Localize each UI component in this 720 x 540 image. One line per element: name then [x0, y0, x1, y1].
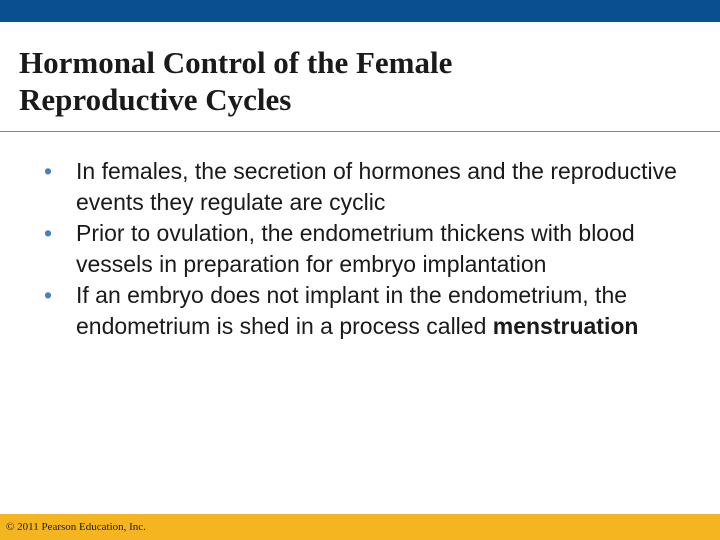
title-area: [0, 22, 720, 132]
footer-bar: [0, 514, 720, 540]
bullet-text-3: If an embryo does not implant in the endometrium, the endometrium is shed in a process called: [76, 282, 628, 339]
title-line-2: Reproductive Cycles: [19, 82, 292, 117]
bullet-text-2: Prior to ovulation, the endometrium thickens with blood vessels in preparation for embryo implantation: [76, 220, 635, 277]
bullet-dot-icon: •: [44, 282, 53, 308]
bullet-text-1: In females, the secretion of hormones and the reproductive events they regulate are cyclic: [76, 158, 677, 215]
bullet-list: [44, 156, 704, 342]
bold-term-menstruation: menstruation: [492, 313, 639, 339]
top-color-bar: [0, 0, 720, 22]
bullet-dot-icon: •: [44, 220, 53, 246]
copyright-text: © 2011 Pearson Education, Inc.: [6, 521, 146, 533]
bullet-item-1: [44, 156, 704, 218]
bullet-item-3: [44, 280, 704, 342]
slide-title: [19, 44, 699, 118]
bullet-dot-icon: •: [44, 158, 53, 184]
bullet-item-2: [44, 218, 704, 280]
title-line-1: Hormonal Control of the Female: [19, 45, 453, 80]
